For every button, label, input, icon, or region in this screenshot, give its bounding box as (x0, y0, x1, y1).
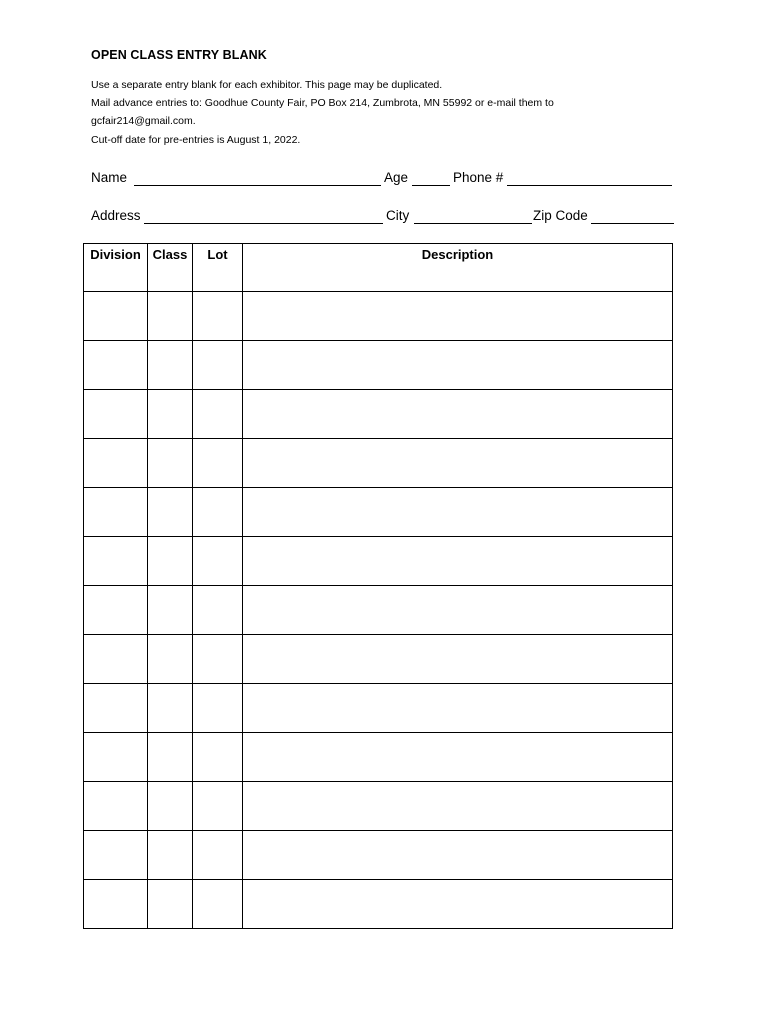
age-label: Age (384, 170, 409, 185)
instruction-line-2: Mail advance entries to: Goodhue County Fair, PO Box 214, Zumbrota, MN 55992 or e-mail them to (91, 97, 554, 109)
entry-table-body (84, 292, 673, 929)
zip-code-field[interactable] (591, 223, 674, 224)
table-row (84, 586, 673, 635)
class-cell[interactable] (148, 390, 193, 439)
form-title: OPEN CLASS ENTRY BLANK (91, 48, 267, 62)
class-cell[interactable] (148, 831, 193, 880)
description-cell[interactable] (243, 880, 673, 929)
table-row (84, 733, 673, 782)
division-cell[interactable] (84, 880, 148, 929)
lot-cell[interactable] (193, 733, 243, 782)
division-cell[interactable] (84, 586, 148, 635)
division-cell[interactable] (84, 537, 148, 586)
phone-label: Phone # (453, 170, 504, 185)
table-row (84, 880, 673, 929)
lot-cell[interactable] (193, 684, 243, 733)
instruction-line-3: gcfair214@gmail.com. (91, 115, 196, 127)
city-label: City (386, 208, 410, 223)
lot-cell[interactable] (193, 782, 243, 831)
lot-cell[interactable] (193, 341, 243, 390)
table-header-row (84, 244, 673, 292)
class-cell[interactable] (148, 292, 193, 341)
description-header: Description (243, 244, 673, 292)
division-cell[interactable] (84, 831, 148, 880)
division-cell[interactable] (84, 439, 148, 488)
division-cell[interactable] (84, 733, 148, 782)
lot-cell[interactable] (193, 586, 243, 635)
description-cell[interactable] (243, 733, 673, 782)
class-header: Class (148, 244, 193, 292)
zip-code-label: Zip Code (533, 208, 588, 223)
class-cell[interactable] (148, 635, 193, 684)
address-city-zip-row (91, 208, 691, 228)
class-cell[interactable] (148, 733, 193, 782)
division-cell[interactable] (84, 341, 148, 390)
lot-cell[interactable] (193, 439, 243, 488)
class-cell[interactable] (148, 586, 193, 635)
description-cell[interactable] (243, 635, 673, 684)
entry-table (83, 243, 673, 929)
division-cell[interactable] (84, 782, 148, 831)
table-row (84, 341, 673, 390)
instruction-line-4: Cut-off date for pre-entries is August 1, 2022. (91, 134, 301, 146)
class-cell[interactable] (148, 341, 193, 390)
name-label: Name (91, 170, 128, 185)
address-field[interactable] (144, 223, 383, 224)
address-label: Address (91, 208, 141, 223)
class-cell[interactable] (148, 782, 193, 831)
table-row (84, 439, 673, 488)
description-cell[interactable] (243, 488, 673, 537)
class-cell[interactable] (148, 684, 193, 733)
name-field[interactable] (134, 185, 381, 186)
lot-cell[interactable] (193, 488, 243, 537)
lot-header: Lot (193, 244, 243, 292)
lot-cell[interactable] (193, 635, 243, 684)
table-row (84, 292, 673, 341)
table-row (84, 684, 673, 733)
description-cell[interactable] (243, 390, 673, 439)
class-cell[interactable] (148, 537, 193, 586)
city-field[interactable] (414, 223, 532, 224)
division-cell[interactable] (84, 635, 148, 684)
description-cell[interactable] (243, 684, 673, 733)
class-cell[interactable] (148, 439, 193, 488)
description-cell[interactable] (243, 831, 673, 880)
class-cell[interactable] (148, 880, 193, 929)
description-cell[interactable] (243, 292, 673, 341)
lot-cell[interactable] (193, 390, 243, 439)
age-field[interactable] (412, 185, 450, 186)
class-cell[interactable] (148, 488, 193, 537)
instruction-line-1: Use a separate entry blank for each exhibitor. This page may be duplicated. (91, 79, 443, 91)
table-row (84, 831, 673, 880)
division-header: Division (84, 244, 148, 292)
lot-cell[interactable] (193, 880, 243, 929)
description-cell[interactable] (243, 439, 673, 488)
lot-cell[interactable] (193, 831, 243, 880)
description-cell[interactable] (243, 537, 673, 586)
division-cell[interactable] (84, 488, 148, 537)
table-row (84, 635, 673, 684)
division-cell[interactable] (84, 684, 148, 733)
table-row (84, 537, 673, 586)
division-cell[interactable] (84, 390, 148, 439)
phone-field[interactable] (507, 185, 672, 186)
description-cell[interactable] (243, 341, 673, 390)
description-cell[interactable] (243, 782, 673, 831)
table-row (84, 390, 673, 439)
name-age-phone-row (91, 170, 691, 190)
table-row (84, 488, 673, 537)
lot-cell[interactable] (193, 537, 243, 586)
table-row (84, 782, 673, 831)
division-cell[interactable] (84, 292, 148, 341)
description-cell[interactable] (243, 586, 673, 635)
lot-cell[interactable] (193, 292, 243, 341)
